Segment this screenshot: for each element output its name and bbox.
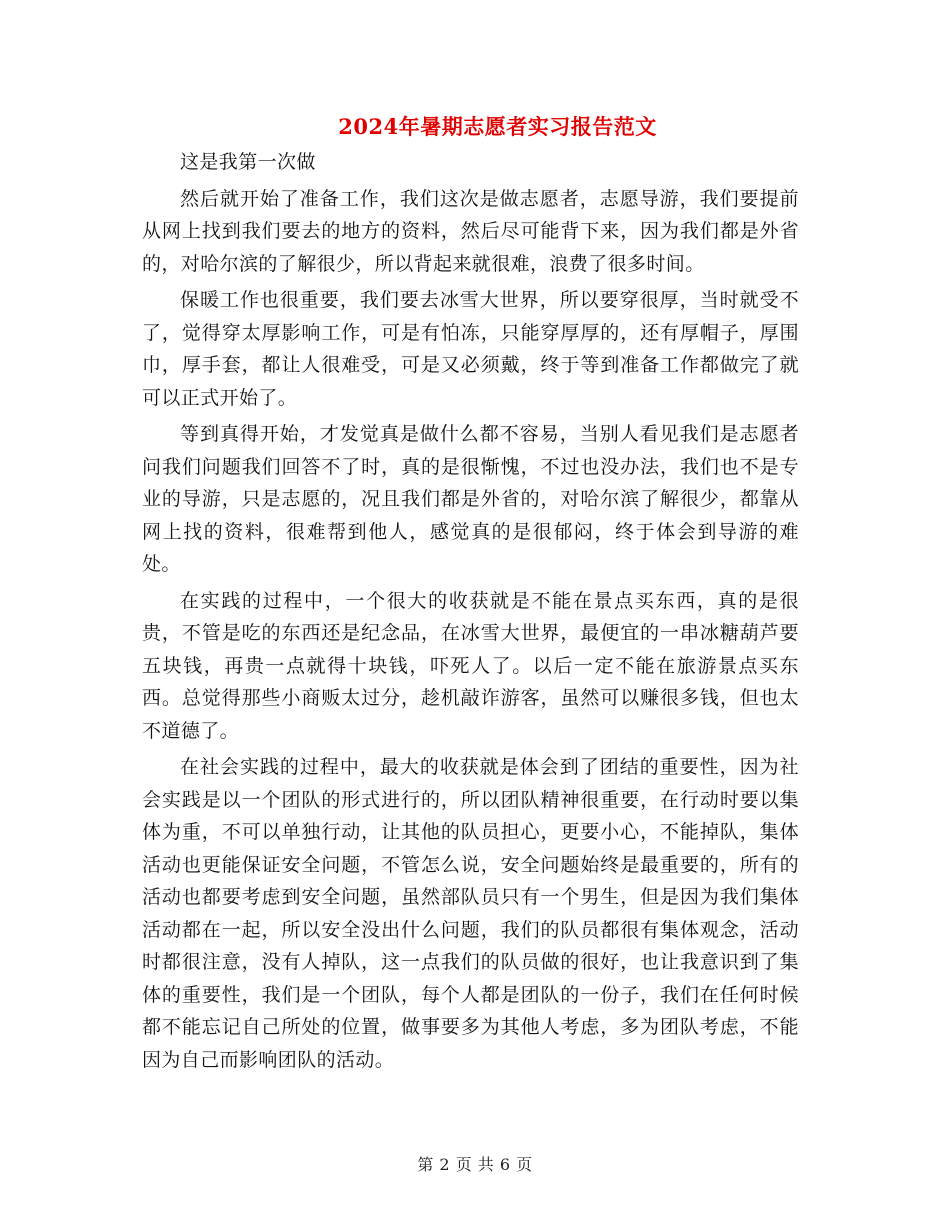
paragraph-3: 保暖工作也很重要，我们要去冰雪大世界，所以要穿很厚，当时就受不了，觉得穿太厚影响工作，可是有怕冻，只能穿厚厚的，还有厚帽子，厚围巾，厚手套，都让人很难受，可是又必须戴，终于等到准备工作都做完了就可以正式开始了。 bbox=[142, 289, 799, 409]
paragraph-1: 这是我第一次做 bbox=[180, 151, 316, 173]
paragraph-2: 然后就开始了准备工作，我们这次是做志愿者，志愿导游，我们要提前从网上找到我们要去的地方的资料，然后尽可能背下来，因为我们都是外省的，对哈尔滨的了解很少，所以背起来就很难，浪费了很多时间。 bbox=[142, 187, 799, 275]
paragraph-5: 在实践的过程中，一个很大的收获就是不能在景点买东西，真的是很贵，不管是吃的东西还是纪念品，在冰雪大世界，最便宜的一串冰糖葫芦要五块钱，再贵一点就得十块钱，吓死人了。以后一定不能在旅游景点买东西。总觉得那些小商贩太过分，趁机敲诈游客，虽然可以赚很多钱，但也太不道德了。 bbox=[142, 589, 799, 742]
page-number-footer: 第 2 页 共 6 页 bbox=[417, 1155, 533, 1174]
document-body bbox=[142, 146, 799, 1080]
paragraph-6: 在社会实践的过程中，最大的收获就是体会到了团结的重要性，因为社会实践是以一个团队的形式进行的，所以团队精神很重要，在行动时要以集体为重，不可以单独行动，让其他的队员担心，更要小心，不能掉队，集体活动也更能保证安全问题，不管怎么说，安全问题始终是最重要的，所有的活动也都要考虑到安全问题，虽然部队员只有一个男生，但是因为我们集体活动都在一起，所以安全没出什么问题，我们的队员都很有集体观念，活动时都很注意，没有人掉队，这一点我们的队员做的很好，也让我意识到了集体的重要性，我们是一个团队，每个人都是团队的一份子，我们在任何时候都不能忘记自己所处的位置，做事要多为其他人考虑，多为团队考虑，不能因为自己而影响团队的活动。 bbox=[142, 756, 799, 1071]
paragraph-4: 等到真得开始，才发觉真是做什么都不容易，当别人看见我们是志愿者问我们问题我们回答不了时，真的是很惭愧，不过也没办法，我们也不是专业的导游，只是志愿的，况且我们都是外省的，对哈尔滨了解很少，都靠从网上找的资料，很难帮到他人，感觉真的是很郁闷，终于体会到导游的难处。 bbox=[142, 423, 799, 575]
document-title: 2024年暑期志愿者实习报告范文 bbox=[338, 114, 657, 139]
